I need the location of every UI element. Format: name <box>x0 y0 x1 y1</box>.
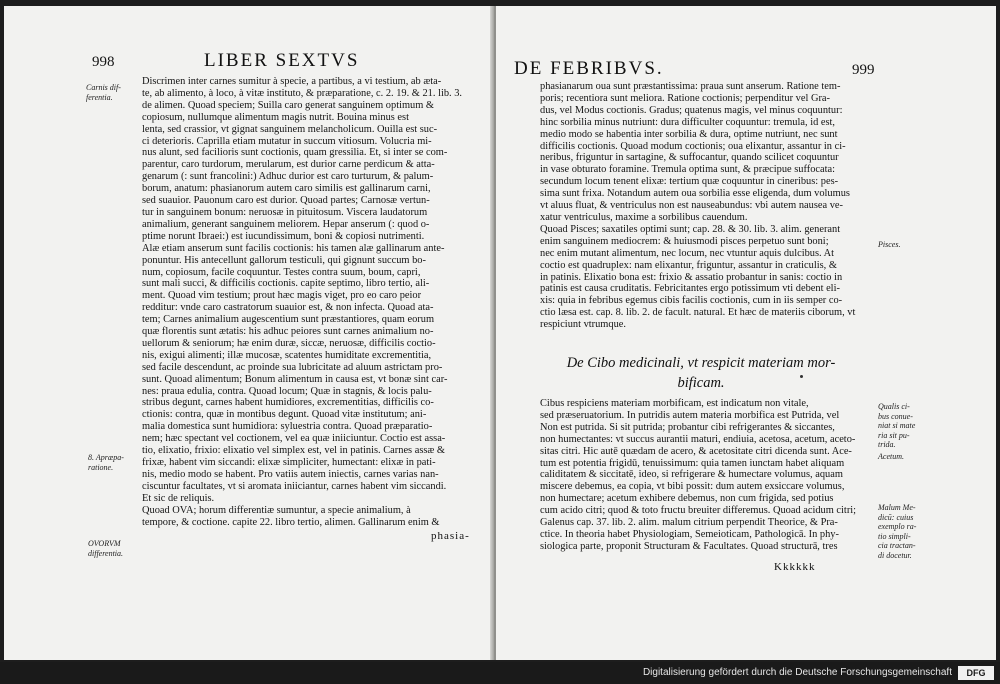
text-line: stribus degunt, carnes habent humidiores, excrementitias, difficilis co- <box>142 397 434 409</box>
text-line: in vase obturato foramine. Tremula optima sunt, & præcipue suffocata: <box>540 164 836 176</box>
text-line: ment. Quoad vim testium; prout hæc magis viget, pro eo caro peior <box>142 290 422 302</box>
text-line: xatur ventriculus, maxime a sorbilibus cauendum. <box>540 211 748 223</box>
text-line: sima sunt frixa. Notandum autem oua sorbilia esse eligenda, dum volumus <box>540 188 850 200</box>
text-line: enim sanguinem mediocrem: & huiusmodi pisces perpetuo sunt boni; <box>540 235 829 247</box>
text-line: Quoad OVA; horum differentiæ sumuntur, a specie animalium, à <box>142 504 411 516</box>
text-line: sunt. Quoad alimentum; Bonum alimentum in causa est, vt bonæ sint car- <box>142 373 448 385</box>
text-line: nus alunt, sed facilioris sunt coctionis, quam gressilia. Et, si inter se com- <box>142 147 448 159</box>
text-line: nis, exigui alimenti; illæ mucosæ, scatentes humiditate excrementitia, <box>142 349 432 361</box>
text-line: non humectantes: vt succus aurantii maturi, endiuia, acetosa, acetum, aceto- <box>540 433 856 445</box>
text-line: nis, medio modo se habent. Pro vatiis autem iniectis, carnes varias nan- <box>142 468 439 480</box>
text-line: coctio est quadruplex: nam elixantur, friguntur, assantur in craticulis, & <box>540 259 837 271</box>
ornament-dot <box>800 375 803 378</box>
text-line: nec enim mutant alimentum, nec locum, nec vtuntur aquis dulcibus. At <box>540 247 835 259</box>
text-line: phasianarum oua sunt præstantissima: praua sunt anserum. Ratione tem- <box>540 81 841 92</box>
book-spread <box>4 6 996 660</box>
text-line: poris; recentiora sunt meliora. Ratione coctionis; perpenditur vel Gra- <box>540 92 830 104</box>
body-text <box>540 81 870 331</box>
text-line: tio, elixatio, frixio: elixatio vel simplex est, vel in patinis. Carnes assæ & <box>142 445 446 457</box>
text-line: ctice. In theoria habet Physiologiam, Semeioticam, Pathologicā. In phy- <box>540 528 839 540</box>
body-text <box>142 76 472 528</box>
margin-note: Carnis dif- ferentia. <box>86 83 121 102</box>
text-line: Cibus respiciens materiam morbificam, est indicatum non vitale, <box>540 398 809 409</box>
text-line: borum, anatum: phasianorum autem caro similis est gallinarum carni, <box>142 183 431 195</box>
text-line: ci deterioris. Caprilla etiam mutatur in succum vitiosum. Volucria mi- <box>142 135 432 147</box>
text-line: caliditatem & siccitatē, ideo, si refrigerare & humectare volumus, aquam <box>540 469 843 481</box>
text-line: Alæ etiam anserum sunt facilis coctionis: his tamen alæ gallinarum ante- <box>142 242 445 254</box>
text-line: tempore, & coctione. capite 22. libro tertio, alimen. Gallinarum enim & <box>142 516 440 528</box>
text-line: in patinis. Elixatio bona est: frixio & assatio probantur in sanis: coctio in <box>540 271 843 283</box>
text-line: Discrimen inter carnes sumitur à specie, a partibus, a vi testium, ab æta- <box>142 76 442 87</box>
text-line: tem; Carnes animalium augescentium sunt præstantiores, quam eorum <box>142 314 435 326</box>
text-line: ctio læsa est. cap. 8. lib. 2. de facult. natural. Et hæc de materiis ciborum, vt <box>540 307 856 319</box>
margin-note: Acetum. <box>878 452 904 461</box>
text-line: sed præseruatorium. In putridis autem materia morbifica est Putrida, vel <box>540 409 840 421</box>
text-line: uellorum & seniorum; hæ enim duræ, siccæ, neruosæ, difficilis coctio- <box>142 337 436 349</box>
text-line: non humectare; acetum exhibere debemus, non cum frigida, sed potius <box>540 493 834 505</box>
text-line: Et sic de reliquis. <box>142 492 215 504</box>
text-line: animalium, generant sanguinem meliorem. Hepar anserum (: quod o- <box>142 218 430 230</box>
catchword: phasia- <box>431 530 470 542</box>
running-head: LIBER SEXTVS <box>204 50 360 71</box>
text-line: dus, vel Modus coctionis. Gradus; quatenus magis, vel minus coquuntur: <box>540 104 843 116</box>
text-line: siologica parte, proponit Structuram & Facultates. Quoad structurā, tres <box>540 540 838 552</box>
text-line: nem; hæc spectant vel coctionem, vel ea quæ iniiciuntur. Coctio est assa- <box>142 433 446 445</box>
text-line: sed suauior. Pauonum caro est durior. Quoad partes; Carnosæ vertun- <box>142 195 430 207</box>
text-line: ptime norunt Ibraei:) est iucundissimum, boni & copiosi nutrimenti. <box>142 230 425 242</box>
text-line: vt aluus fluat, & ventriculus non est nauseabundus: vbi autem nausea ve- <box>540 200 843 212</box>
text-line: quæ florentis sunt ætatis: his adhuc peiores sunt carnes animalium no- <box>142 326 434 338</box>
text-line: difficilis coctionis. Quoad modum coctionis; oua elixantur, assantur in ci- <box>540 140 846 152</box>
funding-credit: Digitalisierung gefördert durch die Deutsche Forschungsgemeinschaft <box>642 667 952 678</box>
left-page <box>4 6 494 660</box>
margin-note: OVORVM differentia. <box>88 539 124 558</box>
text-line: hinc sorbilia minus nutriunt: dura difficulter coquuntur: tremula, id est, <box>540 116 836 128</box>
text-line: Quoad Pisces; saxatiles optimi sunt; cap. 28. & 30. lib. 3. alim. generant <box>540 223 841 235</box>
text-line: cum acido citri; quod & toto fructu breuiter differemus. Quoad acidum citri; <box>540 505 857 517</box>
margin-note: Qualis ci- bus conue- niat si mate ria sit pu- trida. <box>878 402 916 449</box>
page-number: 998 <box>92 54 115 70</box>
text-line: genarum (: sunt francolini:) Adhuc durior est caro turturum, & palum- <box>142 171 434 183</box>
text-line: te, ab alimento, à loco, à vitæ instituto, & præparatione, c. 2. 19. & 21. lib. 3. <box>142 87 463 99</box>
text-line: parentur, caro turdorum, merularum, est durior carne perdicum & atta- <box>142 159 435 171</box>
text-line: lenta, sed crassior, vt gignat sanguinem melancholicum. Ouilla est suc- <box>142 123 438 135</box>
text-line: tur in sanguinem bonum: neruosæ in pituitosum. Viscera laudatorum <box>142 206 428 218</box>
text-line: xis: quia in febribus egemus cibis facilis coctionis, cum in iis semper co- <box>540 295 843 307</box>
catchword: Kkkkkk <box>774 561 816 573</box>
text-line: patinis est causa cruditatis. Febricitantes ergo potissimum vti debent eli- <box>540 283 840 295</box>
text-line: ctionis: contra, quæ in montibus degunt. Quoad vitæ institutum; ani- <box>142 409 427 421</box>
text-line: malia domestica sunt humidiora: syluestria contra. Quoad præparatio- <box>142 421 433 433</box>
text-line: num, copiosum, facile coquuntur. Testes contra suum, boum, capri, <box>142 266 421 278</box>
text-line: nes: praua edulia, contra. Quoad locum; Quæ in stagnis, & locis palu- <box>142 385 432 397</box>
body-text <box>540 398 870 553</box>
text-line: de alimen. Quoad speciem; Suilla caro generat sanguinem optimum & <box>142 99 435 111</box>
text-line: ponuntur. His antecellunt gallorum testiculi, qui gignunt succum bo- <box>142 254 426 266</box>
text-line: Galenus cap. 37. lib. 2. alim. malum citrium perpendit Theorice, & Pra- <box>540 517 838 529</box>
text-line: sitas citri. Hic autē quædam de acero, & acetositate citri dicenda sunt. Ace- <box>540 445 852 457</box>
text-line: respiciunt vtrumque. <box>540 319 626 331</box>
margin-note: 8. Apræpa- ratione. <box>88 453 124 472</box>
text-line: secundum locum tenent elixæ: tertium quæ coquuntur in cineribus: pes- <box>540 176 839 188</box>
text-line: neribus, friguntur in sartagine, & suffocantur, quando scilicet coquuntur <box>540 152 839 164</box>
page-number: 999 <box>852 62 875 78</box>
margin-note: Malum Me- dicū: cuius exemplo ra- tio simpli- cia tractan- di docetur. <box>878 503 917 560</box>
text-line: ciscuntur facultates, vt si aromata iniiciantur, carnes habent vim siccandi. <box>142 480 447 492</box>
dfg-logo: DFG <box>958 666 994 680</box>
text-line: redditur: vnde caro castratorum suauior est, & non infecta. Quoad ata- <box>142 302 434 314</box>
text-line: copiosum, nullumque alimentum magis nutrit. Bouina minus est <box>142 111 409 123</box>
section-heading: De Cibo medicinali, vt respicit materiam mor- bificam. <box>566 355 836 391</box>
running-head: DE FEBRIBVS. <box>514 58 664 79</box>
text-line: miscere debemus, ea copia, vt bibi possit: dum autem exsiccare volumus, <box>540 481 845 493</box>
margin-note: Pisces. <box>878 240 901 249</box>
text-line: frixæ, habent vim siccandi: elixæ simpliciter, humectant: elixæ in pati- <box>142 457 436 468</box>
text-line: sed facile descendunt, ac proinde sua lubricitate ad aluum astrictam pro- <box>142 361 443 373</box>
text-line: medio modo se habentia inter sorbilia & dura, optime nutriunt, nec sunt <box>540 128 838 140</box>
text-line: sunt mali succi, & difficilis coctionis. capite septimo, libro tertio, ali- <box>142 278 430 290</box>
right-page <box>496 6 996 660</box>
text-line: Non est putrida. Si sit putrida; probantur cibi refrigerantes & siccantes, <box>540 421 835 433</box>
footer-bar <box>0 662 1000 684</box>
text-line: tum est potentia frigidū, tenuissimum: quia tamen iunctam habet aliquam <box>540 457 845 469</box>
